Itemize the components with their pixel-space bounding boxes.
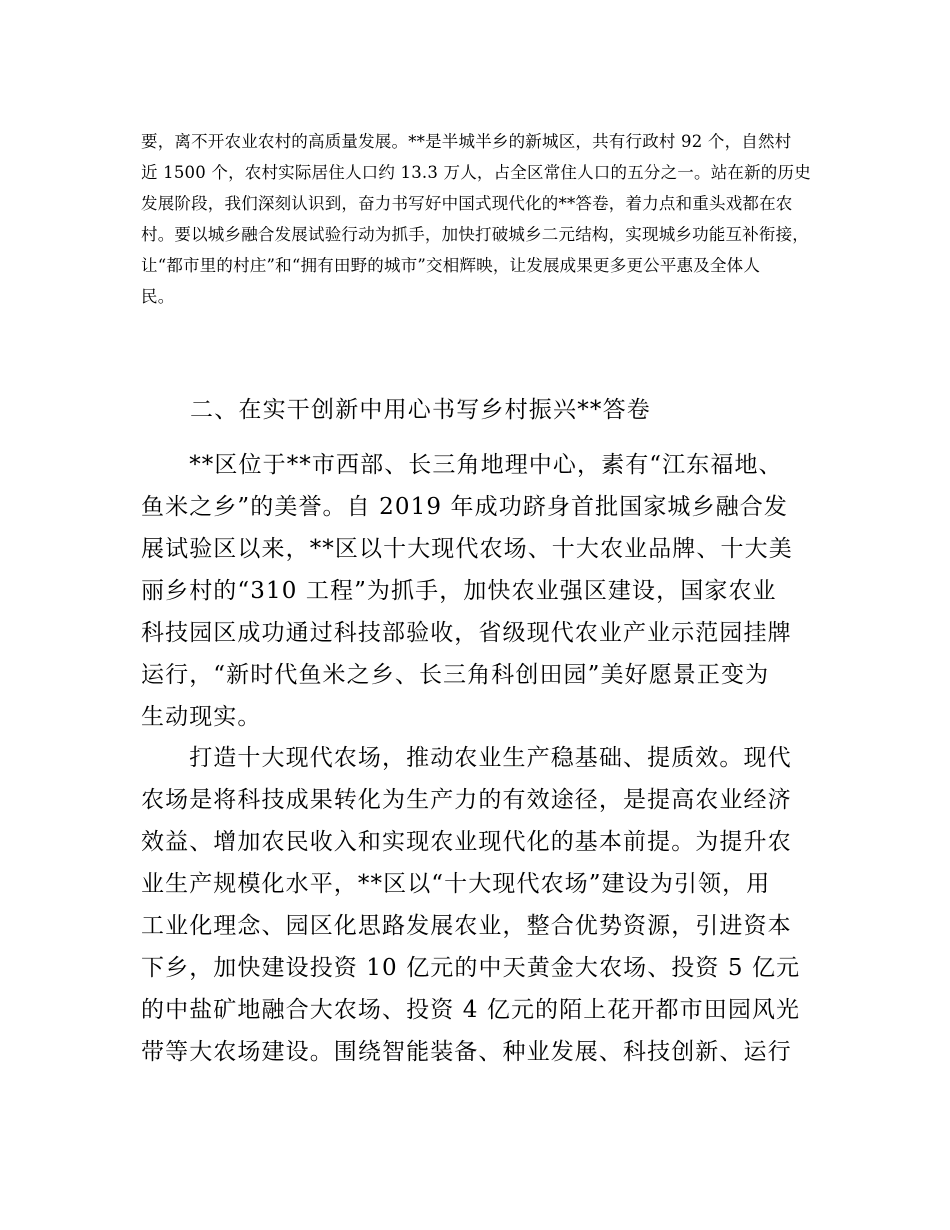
paragraph-2-line: **区位于**市西部、长三角地理中心，素有“江东福地、 <box>141 452 783 478</box>
paragraph-2-line: 生动现实。 <box>141 704 262 730</box>
paragraph-3-line: 农场是将科技成果转化为生产力的有效途径，是提高农业经济 <box>141 787 792 813</box>
paragraph-3-line: 打造十大现代农场，推动农业生产稳基础、提质效。现代 <box>141 745 792 771</box>
paragraph-3 <box>141 737 811 1073</box>
paragraph-top-line: 发展阶段，我们深刻认识到，奋力书写好中国式现代化的**答卷，着力点和重头戏都在农 <box>141 194 793 213</box>
paragraph-top-line: 村。要以城乡融合发展试验行动为抓手，加快打破城乡二元结构，实现城乡功能互补衔接， <box>141 225 809 244</box>
paragraph-top-line: 民。 <box>141 287 175 306</box>
paragraph-2-line: 丽乡村的“310 工程”为抓手，加快农业强区建设，国家农业 <box>141 578 777 604</box>
paragraph-3-line: 的中盐矿地融合大农场、投资 4 亿元的陌上花开都市田园风光 <box>141 997 801 1023</box>
paragraph-top <box>141 126 811 312</box>
paragraph-3-line: 工业化理念、园区化思路发展农业，整合优势资源，引进资本 <box>141 913 792 939</box>
paragraph-3-line: 业生产规模化水平，**区以“十大现代农场”建设为引领，用 <box>141 871 771 897</box>
paragraph-3-line: 效益、增加农民收入和实现农业现代化的基本前提。为提升农 <box>141 829 792 855</box>
paragraph-3-line: 带等大农场建设。围绕智能装备、种业发展、科技创新、运行 <box>141 1039 792 1065</box>
paragraph-2-line: 展试验区以来，**区以十大现代农场、十大农业品牌、十大美 <box>141 536 793 562</box>
section-heading: 二、在实干创新中用心书写乡村振兴**答卷 <box>190 397 651 423</box>
paragraph-2-line: 运行，“新时代鱼米之乡、长三角科创田园”美好愿景正变为 <box>141 662 770 688</box>
paragraph-top-line: 让“都市里的村庄”和“拥有田野的城市”交相辉映，让发展成果更多更公平惠及全体人 <box>141 256 761 275</box>
paragraph-2-line: 鱼米之乡”的美誉。自 2019 年成功跻身首批国家城乡融合发 <box>141 494 788 520</box>
paragraph-3-line: 下乡，加快建设投资 10 亿元的中天黄金大农场、投资 5 亿元 <box>141 955 801 981</box>
paragraph-2 <box>141 444 811 738</box>
paragraph-top-line: 要，离不开农业农村的高质量发展。**是半城半乡的新城区，共有行政村 92 个，自然村 <box>141 132 792 151</box>
paragraph-2-line: 科技园区成功通过科技部验收，省级现代农业产业示范园挂牌 <box>141 620 792 646</box>
paragraph-top-line: 近 1500 个，农村实际居住人口约 13.3 万人，占全区常住人口的五分之一。站在新的历史 <box>141 163 811 182</box>
